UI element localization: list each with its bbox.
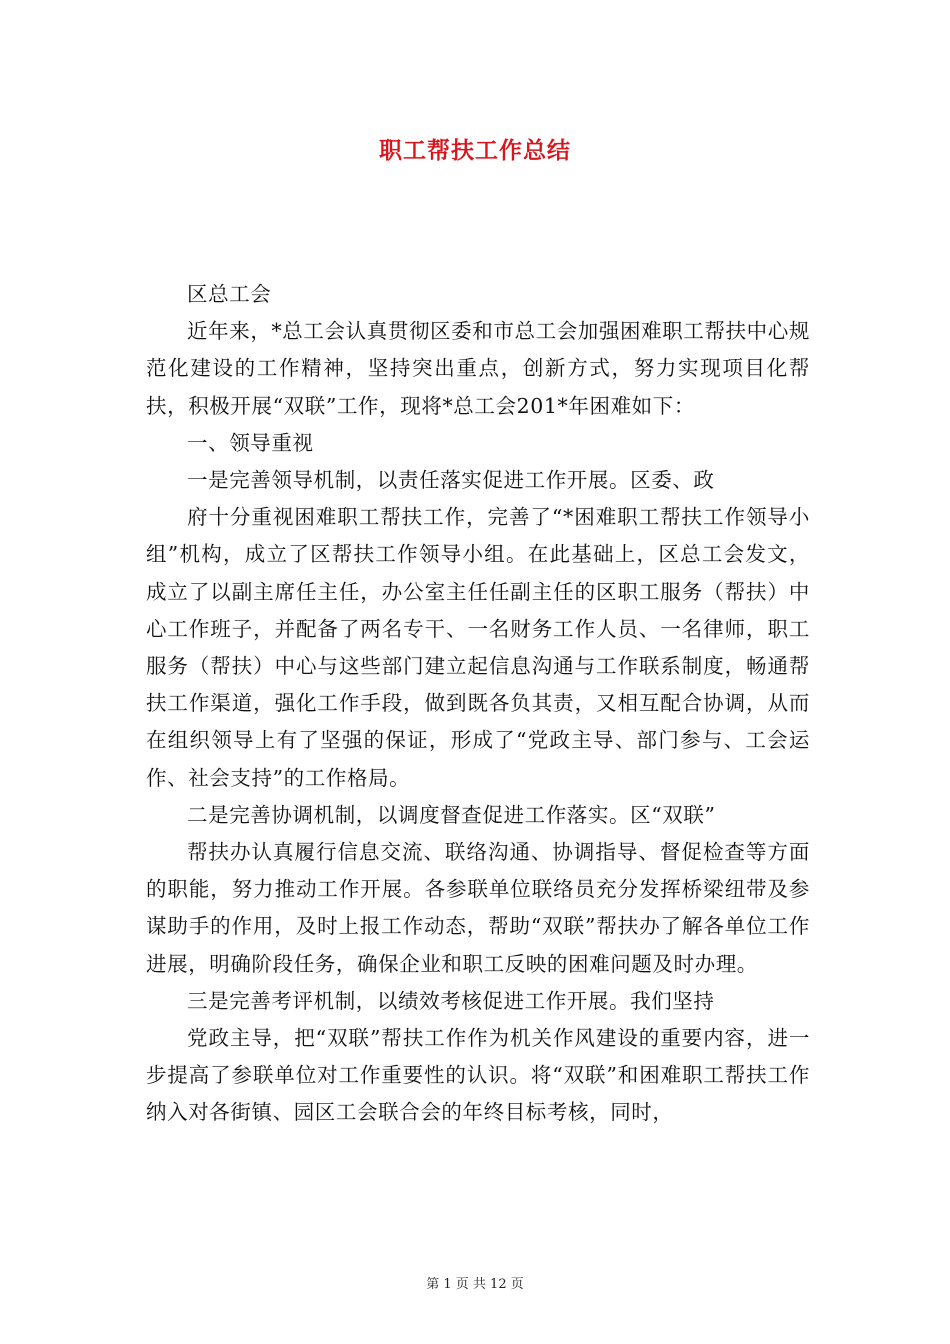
page-footer [0, 1273, 950, 1292]
paragraph: 近年来，*总工会认真贯彻区委和市总工会加强困难职工帮扶中心规范化建设的工作精神，坚持突出重点，创新方式，努力实现项目化帮扶，积极开展“双联”工作，现将*总工会201*年困难如下： [146, 319, 810, 418]
paragraph: 二是完善协调机制，以调度督查促进工作落实。区“双联” [187, 802, 716, 827]
paragraph: 三是完善考评机制，以绩效考核促进工作开展。我们坚持 [187, 988, 715, 1013]
paragraph: 党政主导，把“双联”帮扶工作作为机关作风建设的重要内容，进一步提高了参联单位对工作重要性的认识。将“双联”和困难职工帮扶工作纳入对各街镇、园区工会联合会的年终目标考核，同时， [146, 1026, 810, 1125]
document-title: 职工帮扶工作总结 [379, 137, 571, 164]
paragraph: 府十分重视困难职工帮扶工作，完善了“*困难职工帮扶工作领导小组”机构，成立了区帮扶工作领导小组。在此基础上，区总工会发文，成立了以副主席任主任，办公室主任任副主任的区职工服务（帮扶）中心工作班子，并配备了两名专干、一名财务工作人员、一名律师，职工服务（帮扶）中心与这些部门建立起信息沟通与工作联系制度，畅通帮扶工作渠道，强化工作手段，做到既各负其责，又相互配合协调，从而在组织领导上有了坚强的保证，形成了“党政主导、部门参与、工会运作、社会支持”的工作格局。 [146, 505, 810, 790]
paragraph: 区总工会 [187, 282, 272, 306]
paragraph: 一是完善领导机制，以责任落实促进工作开展。区委、政 [187, 468, 715, 493]
section-heading: 一、领导重视 [187, 430, 314, 455]
paragraph: 帮扶办认真履行信息交流、联络沟通、协调指导、督促检查等方面的职能，努力推动工作开展。各参联单位联络员充分发挥桥梁纽带及参谋助手的作用，及时上报工作动态，帮助“双联”帮扶办了解各单位工作进展，明确阶段任务，确保企业和职工反映的困难问题及时办理。 [146, 840, 810, 976]
document-body [146, 276, 810, 1132]
page-number: 第 1 页 共 12 页 [426, 1277, 524, 1292]
